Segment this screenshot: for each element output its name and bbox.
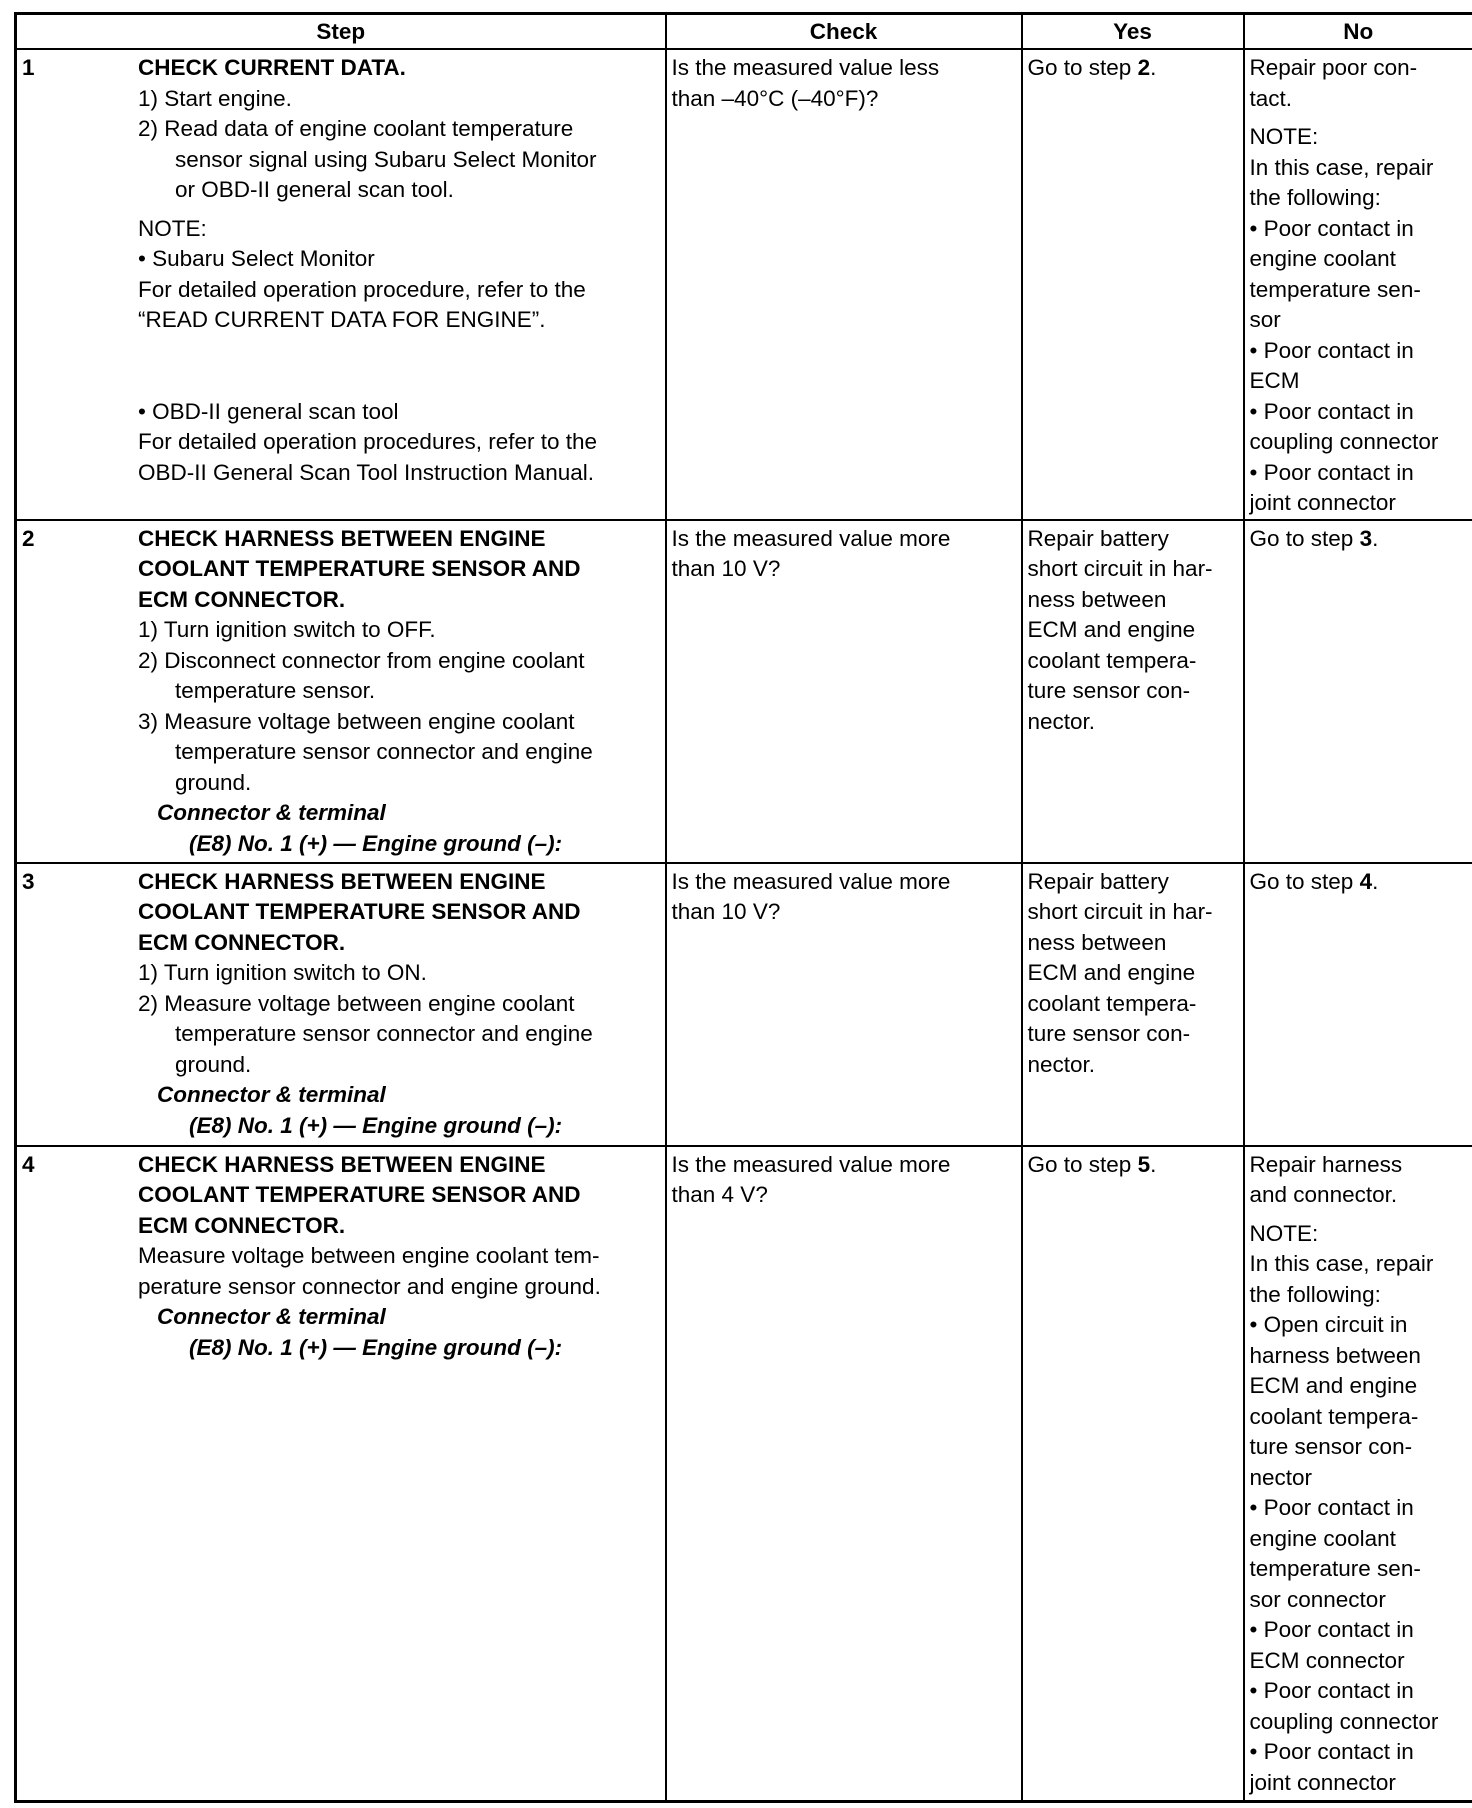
spacer (138, 206, 660, 214)
yes-line (1028, 989, 1238, 1020)
step-line: ECM CONNECTOR. (138, 1212, 346, 1238)
text: nector. (1027, 708, 1096, 734)
no-line: the following: (1249, 185, 1381, 210)
no-line: joint connector (1249, 1769, 1396, 1795)
text: ness between (1027, 929, 1167, 955)
text: Go to step (1249, 868, 1360, 894)
step-cell (16, 520, 666, 863)
yes-line (1028, 524, 1238, 555)
text: ture sensor con- (1027, 678, 1191, 703)
diagnostic-procedure-table (14, 12, 1472, 1803)
no-line: coupling connector (1249, 429, 1439, 454)
step-number: 4 (22, 1151, 35, 1177)
spacer (1250, 114, 1468, 122)
yes-line (1028, 554, 1238, 585)
yes-line (1028, 928, 1238, 959)
step-line: temperature sensor. (175, 678, 376, 703)
check-line: Is the measured value more (671, 525, 951, 551)
yes-cell (1022, 520, 1244, 863)
text: . (1372, 868, 1379, 894)
step-line: (E8) No. 1 (+) — Engine ground (–): (189, 1112, 563, 1138)
step-line: ECM CONNECTOR. (138, 586, 346, 612)
spacer (138, 336, 660, 397)
yes-line (1028, 676, 1238, 707)
step-line: 1) Turn ignition switch to ON. (138, 960, 427, 985)
no-line (1250, 867, 1468, 898)
text: Go to step (1027, 55, 1138, 80)
step-line: 2) Read data of engine coolant temperature (138, 116, 574, 141)
no-line: temperature sen- (1249, 1556, 1421, 1581)
step-line: For detailed operation procedure, refer to the (138, 276, 586, 302)
no-line: • Poor contact in (1249, 1739, 1414, 1764)
step-number: 1 (22, 55, 35, 80)
step-cell (16, 1146, 666, 1802)
text: short circuit in har- (1027, 899, 1213, 924)
no-line: joint connector (1249, 490, 1396, 515)
no-line: ture sensor con- (1249, 1434, 1413, 1459)
step-line: Connector & terminal (157, 800, 386, 825)
no-line: harness between (1249, 1342, 1421, 1368)
no-line: and connector. (1249, 1182, 1398, 1207)
step-line: Connector & terminal (157, 1082, 386, 1107)
step-line: sensor signal using Subaru Select Monitor (175, 146, 597, 172)
no-line: • Poor contact in (1249, 459, 1414, 485)
no-line: NOTE: (1249, 124, 1319, 149)
table-row (16, 863, 1472, 1146)
check-line: Is the measured value less (671, 55, 940, 80)
step-line: • OBD-II general scan tool (138, 398, 399, 424)
header-check: Check (666, 14, 1022, 50)
step-line: “READ CURRENT DATA FOR ENGINE”. (138, 307, 546, 332)
step-line: COOLANT TEMPERATURE SENSOR AND (138, 1182, 581, 1207)
text: . (1150, 55, 1157, 80)
step-line: CHECK HARNESS BETWEEN ENGINE (138, 525, 546, 551)
no-line: engine coolant (1249, 246, 1396, 271)
check-line: than 10 V? (671, 899, 781, 924)
no-line: • Poor contact in (1249, 1495, 1414, 1520)
no-cell (1244, 863, 1472, 1146)
header-no: No (1244, 14, 1472, 50)
step-body (138, 867, 660, 1142)
step-line: COOLANT TEMPERATURE SENSOR AND (138, 556, 581, 581)
step-body (138, 1150, 660, 1364)
no-line: • Poor contact in (1249, 1678, 1414, 1703)
step-line: Connector & terminal (157, 1304, 386, 1329)
check-line: than –40°C (–40°F)? (671, 85, 879, 111)
no-line: ECM (1249, 368, 1300, 393)
no-line: • Poor contact in (1249, 215, 1414, 241)
step-line: 2) Measure voltage between engine coolant (138, 990, 575, 1016)
yes-line (1028, 1050, 1238, 1081)
text: Go to step (1249, 525, 1360, 551)
no-line: tact. (1249, 85, 1293, 111)
no-line: temperature sen- (1249, 276, 1421, 302)
text: coolant tempera- (1027, 990, 1197, 1016)
text: ECM and engine (1027, 960, 1196, 985)
header-yes: Yes (1022, 14, 1244, 50)
check-line: Is the measured value more (671, 868, 951, 894)
yes-cell (1022, 863, 1244, 1146)
text: Repair battery (1027, 868, 1169, 894)
step-line: NOTE: (138, 215, 207, 241)
text: . (1150, 1151, 1157, 1177)
text: . (1372, 525, 1379, 551)
step-line: CHECK HARNESS BETWEEN ENGINE (138, 1151, 546, 1177)
no-line (1250, 524, 1468, 555)
check-line: than 10 V? (671, 556, 781, 581)
step-line: ground. (175, 769, 252, 795)
yes-cell (1022, 49, 1244, 520)
step-line: ECM CONNECTOR. (138, 929, 346, 955)
step-line: OBD-II General Scan Tool Instruction Manual. (138, 459, 595, 485)
yes-line (1028, 1150, 1238, 1181)
text: ture sensor con- (1027, 1021, 1191, 1046)
yes-line (1028, 53, 1238, 84)
step-line: 1) Start engine. (138, 85, 292, 111)
step-line: temperature sensor connector and engine (175, 1021, 593, 1046)
step-number: 2 (22, 525, 35, 551)
step-line: CHECK CURRENT DATA. (138, 55, 406, 80)
check-cell (666, 1146, 1022, 1802)
step-number-ref: 4 (1359, 868, 1373, 894)
step-line: 1) Turn ignition switch to OFF. (138, 617, 436, 642)
no-cell (1244, 49, 1472, 520)
step-line: 2) Disconnect connector from engine coolant (138, 647, 585, 673)
step-number: 3 (22, 868, 35, 894)
step-line: CHECK HARNESS BETWEEN ENGINE (138, 868, 546, 894)
no-line: Repair harness (1249, 1151, 1403, 1177)
step-line: COOLANT TEMPERATURE SENSOR AND (138, 899, 581, 924)
no-cell (1244, 1146, 1472, 1802)
text: Repair battery (1027, 525, 1169, 551)
no-line: sor connector (1249, 1586, 1386, 1612)
yes-line (1028, 1019, 1238, 1050)
text: short circuit in har- (1027, 556, 1213, 581)
check-line: than 4 V? (671, 1182, 768, 1207)
text: Go to step (1027, 1151, 1138, 1177)
step-body (138, 524, 660, 860)
step-cell (16, 863, 666, 1146)
step-line: Measure voltage between engine coolant tem- (138, 1243, 600, 1268)
spacer (1250, 1211, 1468, 1219)
table-row (16, 1146, 1472, 1802)
yes-line (1028, 646, 1238, 677)
text: ness between (1027, 586, 1167, 612)
yes-line (1028, 958, 1238, 989)
no-line: engine coolant (1249, 1525, 1396, 1551)
yes-line (1028, 615, 1238, 646)
check-cell (666, 49, 1022, 520)
no-line: In this case, repair (1249, 154, 1434, 180)
step-line: For detailed operation procedures, refer to the (138, 429, 598, 454)
step-line: ground. (175, 1051, 252, 1077)
table-row (16, 49, 1472, 520)
no-line: • Poor contact in (1249, 337, 1414, 363)
no-line: coupling connector (1249, 1708, 1439, 1734)
check-cell (666, 520, 1022, 863)
step-line: (E8) No. 1 (+) — Engine ground (–): (189, 830, 563, 856)
yes-line (1028, 897, 1238, 928)
no-line: sor (1249, 307, 1281, 332)
no-cell (1244, 520, 1472, 863)
step-body (138, 53, 660, 488)
step-line: • Subaru Select Monitor (138, 246, 375, 271)
step-line: temperature sensor connector and engine (175, 739, 593, 764)
yes-line (1028, 867, 1238, 898)
no-line: Repair poor con- (1249, 55, 1418, 80)
step-number-ref: 2 (1137, 55, 1151, 80)
step-number-ref: 3 (1359, 525, 1373, 551)
no-line: ECM connector (1249, 1647, 1405, 1673)
step-number-ref: 5 (1137, 1151, 1151, 1177)
step-line: 3) Measure voltage between engine coolant (138, 708, 575, 734)
step-line: perature sensor connector and engine ground. (138, 1273, 601, 1299)
no-line: ECM and engine (1249, 1373, 1418, 1398)
step-line: or OBD-II general scan tool. (175, 177, 454, 202)
table-row (16, 520, 1472, 863)
yes-line (1028, 585, 1238, 616)
no-line: nector (1249, 1464, 1313, 1490)
text: coolant tempera- (1027, 647, 1197, 673)
yes-cell (1022, 1146, 1244, 1802)
no-line: • Poor contact in (1249, 1617, 1414, 1642)
header-row (16, 14, 1472, 50)
step-cell (16, 49, 666, 520)
check-line: Is the measured value more (671, 1151, 951, 1177)
no-line: the following: (1249, 1281, 1381, 1307)
check-cell (666, 863, 1022, 1146)
no-line: coolant tempera- (1249, 1403, 1419, 1429)
text: nector. (1027, 1051, 1096, 1077)
yes-line (1028, 707, 1238, 738)
text: ECM and engine (1027, 617, 1196, 642)
no-line: In this case, repair (1249, 1251, 1434, 1276)
no-line: • Open circuit in (1249, 1312, 1408, 1337)
header-step: Step (16, 14, 666, 50)
no-line: NOTE: (1249, 1220, 1319, 1246)
no-line: • Poor contact in (1249, 398, 1414, 424)
step-line: (E8) No. 1 (+) — Engine ground (–): (189, 1334, 563, 1360)
